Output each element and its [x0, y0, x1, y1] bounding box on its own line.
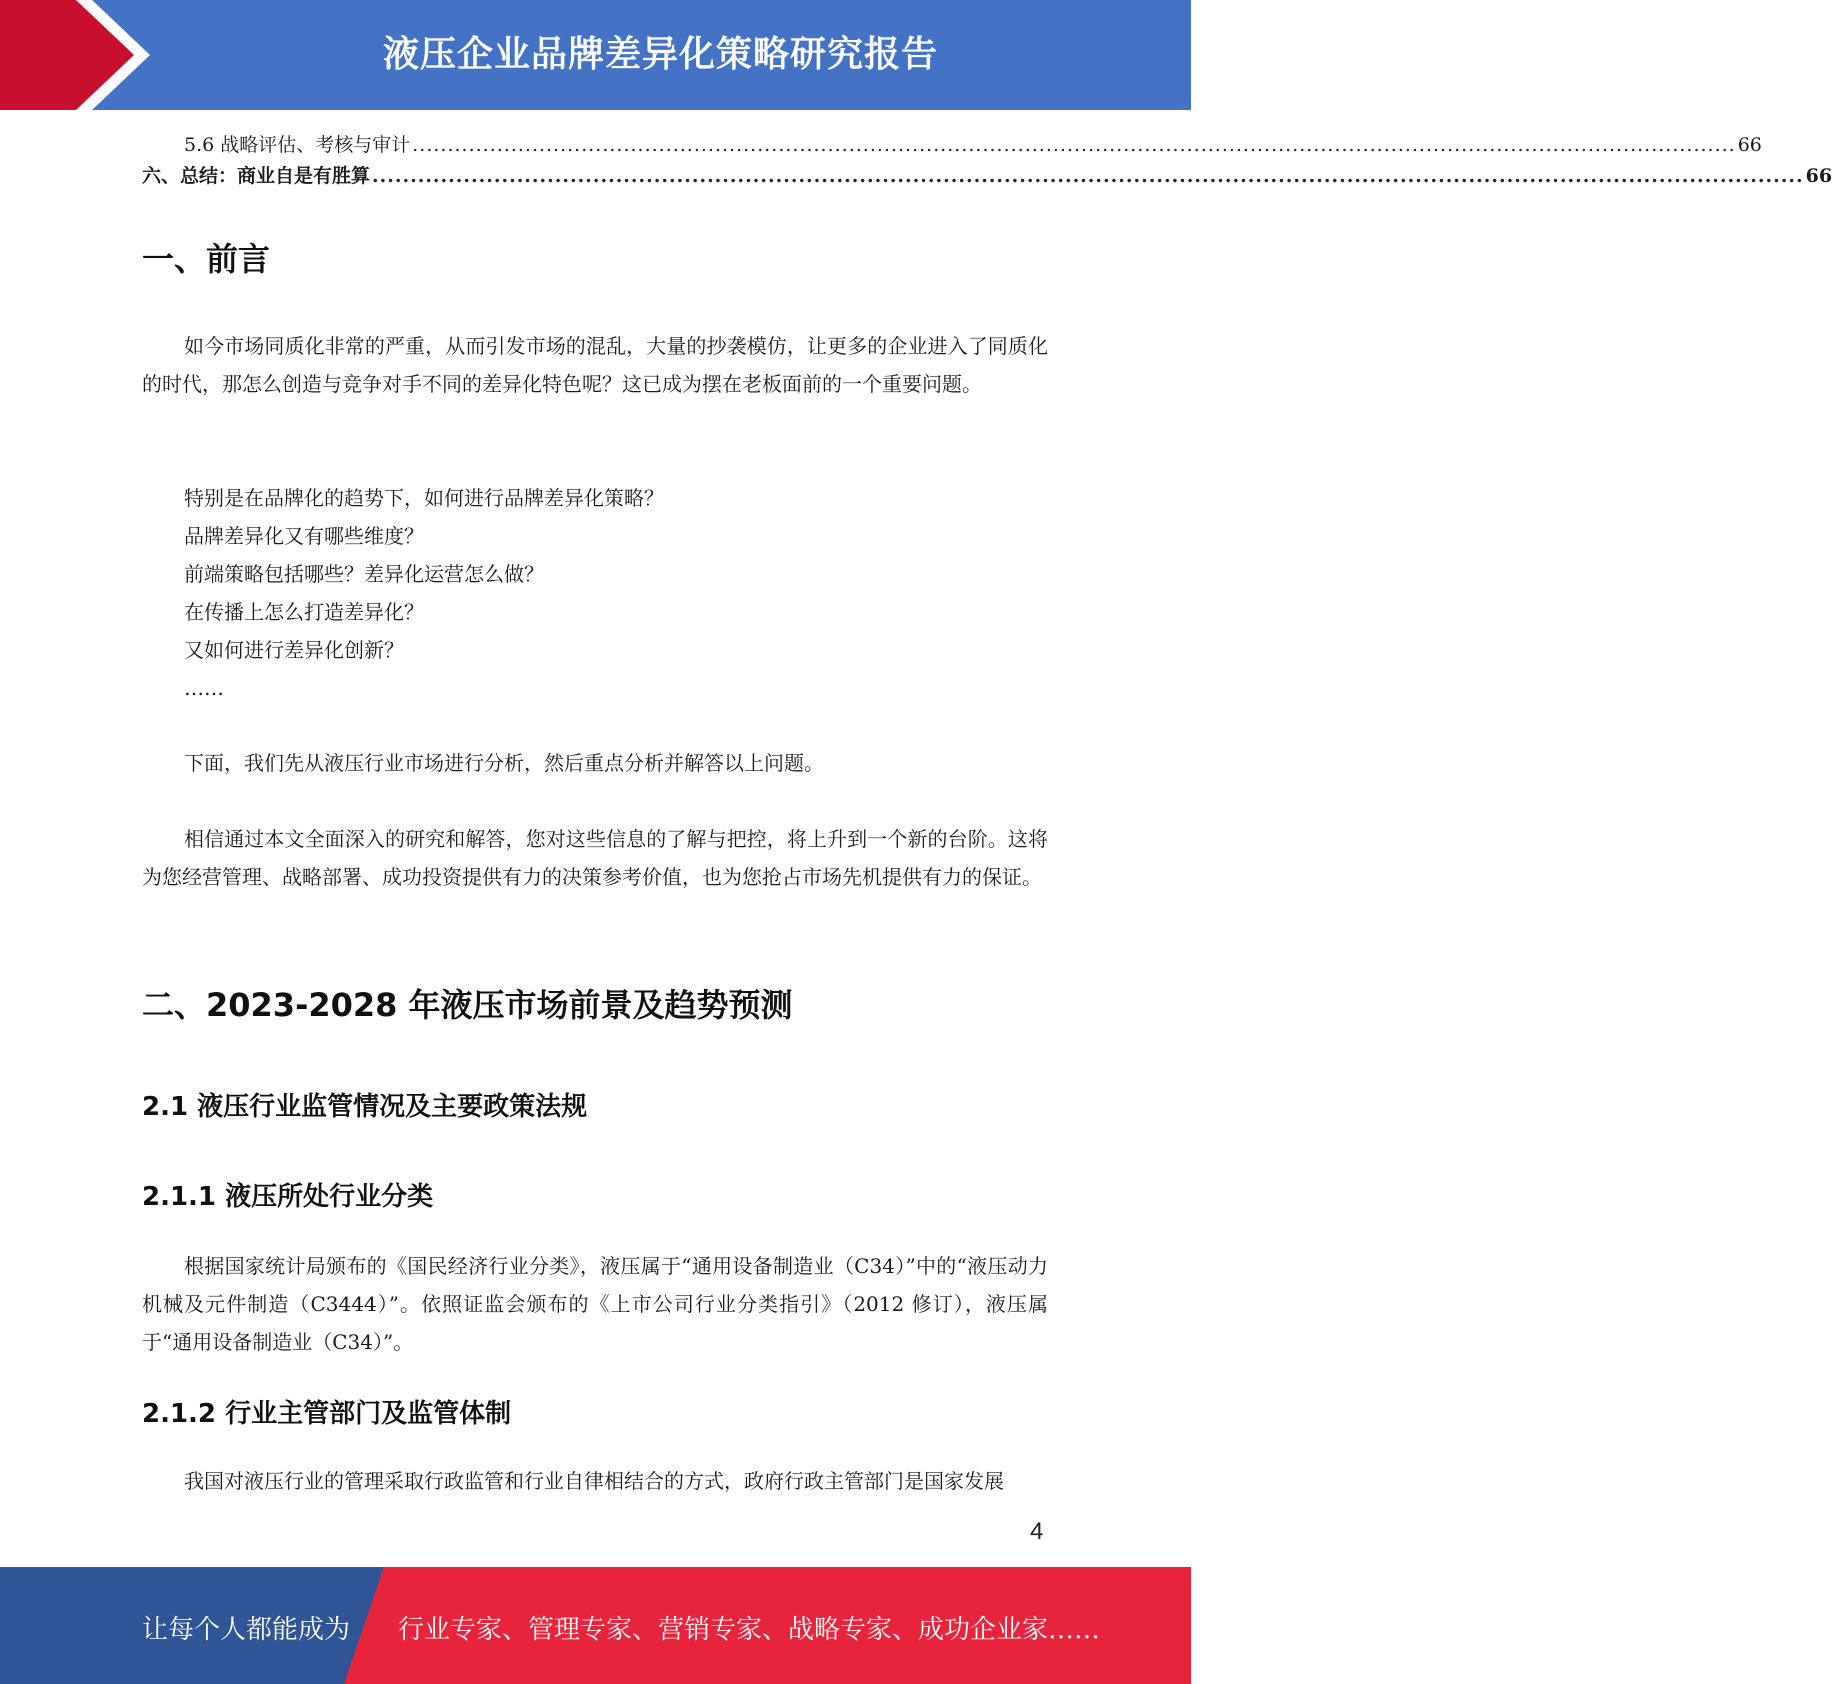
- report-title: 液压企业品牌差异化策略研究报告: [382, 34, 938, 75]
- toc-leader: ............................................................................................................................................................................................: [412, 134, 1736, 156]
- subsection-heading: 2.1 液压行业监管情况及主要政策法规: [142, 1092, 588, 1122]
- list-item: 品牌差异化又有哪些维度？: [184, 524, 424, 548]
- subsection-heading: 2.1.1 液压所处行业分类: [142, 1182, 434, 1212]
- preface-paragraph-3: 相信通过本文全面深入的研究和解答，您对这些信息的了解与把控，将上升到一个新的台阶。这将为您经营管理、战略部署、成功投资提供有力的决策参考价值，也为您抢占市场先机提供有力的保证。: [142, 827, 1048, 889]
- toc-label: 5.6 战略评估、考核与审计: [184, 134, 411, 156]
- question-list: [184, 479, 664, 707]
- toc-label: 六、总结：商业自是有胜算: [142, 165, 371, 187]
- toc-page: 66: [1805, 165, 1832, 187]
- regulation-paragraph: 我国对液压行业的管理采取行政监管和行业自律相结合的方式，政府行政主管部门是国家发展: [184, 1469, 1004, 1493]
- preface-paragraph-2: 下面，我们先从液压行业市场进行分析，然后重点分析并解答以上问题。: [184, 751, 824, 775]
- page-number: 4: [1030, 1518, 1044, 1545]
- section-heading-preface: 一、前言: [142, 240, 271, 278]
- list-item: 特别是在品牌化的趋势下，如何进行品牌差异化策略？: [184, 486, 664, 510]
- section-heading-forecast: 二、2023-2028 年液压市场前景及趋势预测: [142, 986, 793, 1024]
- list-item: 前端策略包括哪些？差异化运营怎么做？: [184, 562, 544, 586]
- list-item: 在传播上怎么打造差异化？: [184, 600, 424, 624]
- classification-paragraph: 根据国家统计局颁布的《国民经济行业分类》，液压属于“通用设备制造业（C34）”中的“液压动力机械及元件制造（C3444）”。依照证监会颁布的《上市公司行业分类指引》（2012 修订），液压属于“通用设备制造业（C34）”。: [142, 1254, 1048, 1354]
- list-item: ……: [184, 676, 224, 700]
- toc-leader: ............................................................................................................................................................................................: [372, 165, 1804, 187]
- list-item: 又如何进行差异化创新？: [184, 638, 404, 662]
- footer-slogan-left: 让每个人都能成为: [142, 1615, 351, 1645]
- preface-paragraph-1: 如今市场同质化非常的严重，从而引发市场的混乱，大量的抄袭模仿，让更多的企业进入了同质化的时代，那怎么创造与竞争对手不同的差异化特色呢？这已成为摆在老板面前的一个重要问题。: [142, 334, 1048, 396]
- page-footer: [0, 1567, 1191, 1684]
- page-header: [0, 0, 1191, 110]
- subsection-heading: 2.1.2 行业主管部门及监管体制: [142, 1399, 512, 1429]
- footer-slogan-right: 行业专家、管理专家、营销专家、战略专家、成功企业家……: [398, 1615, 1101, 1645]
- toc-page: 66: [1737, 134, 1762, 156]
- toc-entry[interactable]: [142, 161, 1832, 187]
- toc-entry[interactable]: [142, 130, 1762, 156]
